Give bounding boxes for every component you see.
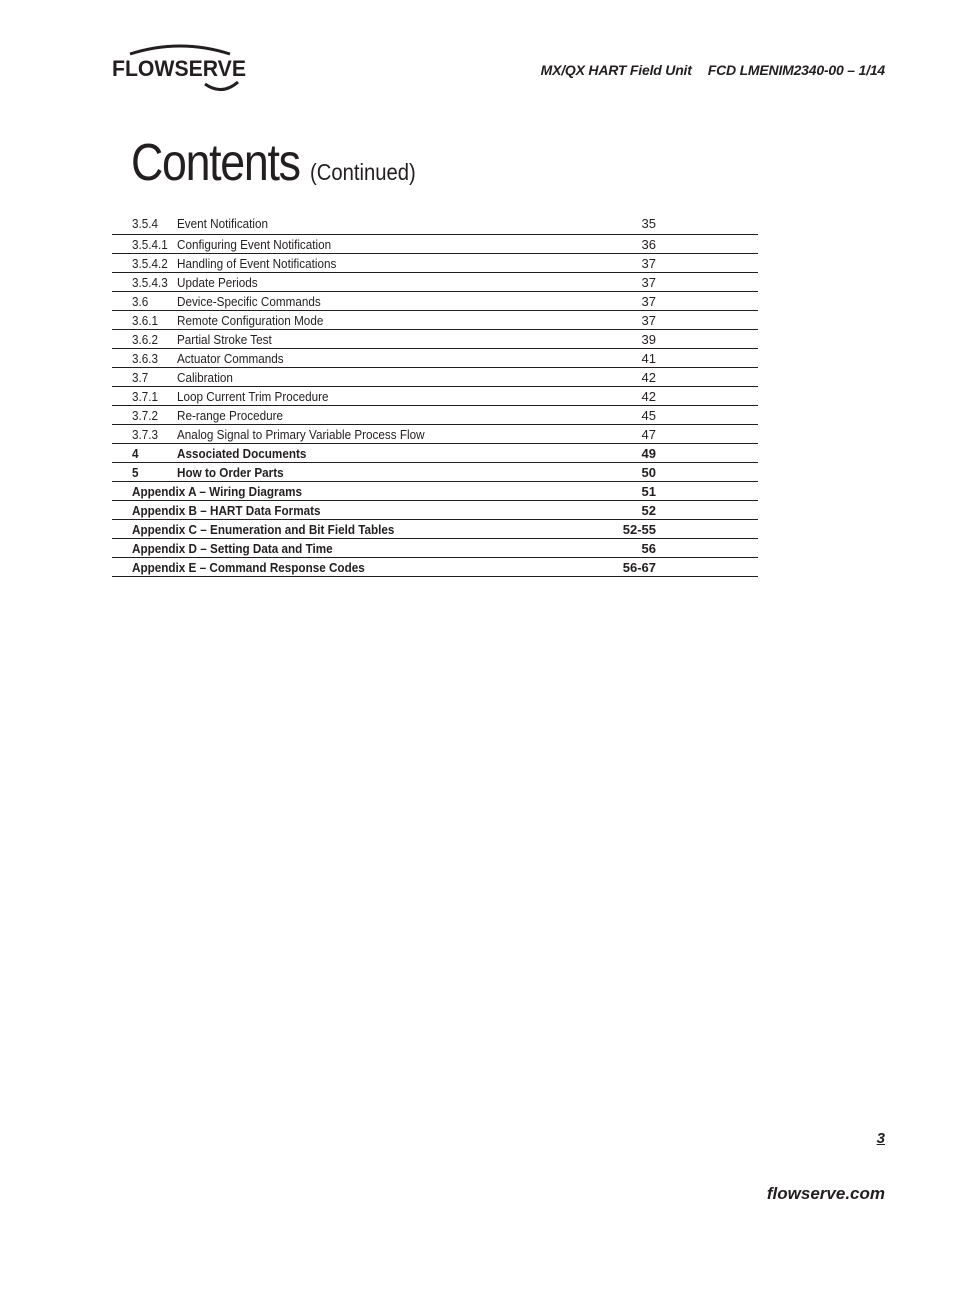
toc-number: 3.7.3 xyxy=(132,427,159,442)
toc-label: Analog Signal to Primary Variable Process Flow xyxy=(177,427,425,442)
toc-number: 3.5.4.1 xyxy=(132,237,168,252)
toc-number: 5 xyxy=(132,465,139,480)
toc-number: 3.5.4 xyxy=(132,216,159,231)
toc-page: 42 xyxy=(641,370,656,385)
page-number: 3 xyxy=(876,1130,885,1147)
toc-label: How to Order Parts xyxy=(177,465,284,480)
toc-row[interactable] xyxy=(112,387,758,406)
toc-label: Appendix D – Setting Data and Time xyxy=(132,541,333,556)
toc-label: Remote Configuration Mode xyxy=(177,313,324,328)
toc-row[interactable] xyxy=(112,368,758,387)
toc-label: Event Notification xyxy=(177,216,269,231)
toc-row[interactable] xyxy=(112,558,758,577)
toc-label: Re-range Procedure xyxy=(177,408,284,423)
toc-row[interactable] xyxy=(112,501,758,520)
toc-number: 3.7.1 xyxy=(132,389,159,404)
toc-page: 51 xyxy=(641,484,656,499)
toc-row[interactable] xyxy=(112,539,758,558)
toc-page: 42 xyxy=(641,389,656,404)
toc-label: Update Periods xyxy=(177,275,258,290)
toc-row[interactable] xyxy=(112,330,758,349)
toc-page: 37 xyxy=(641,275,656,290)
document-header xyxy=(541,62,885,78)
toc-page: 37 xyxy=(641,294,656,309)
toc-page: 41 xyxy=(641,351,656,366)
toc-number: 3.6.3 xyxy=(132,351,159,366)
toc-row[interactable] xyxy=(112,254,758,273)
title-sub: (Continued) xyxy=(309,159,416,185)
table-of-contents xyxy=(112,214,758,577)
toc-number: 3.5.4.2 xyxy=(132,256,168,271)
toc-label: Calibration xyxy=(177,370,233,385)
toc-page: 37 xyxy=(641,313,656,328)
title-main: Contents xyxy=(131,134,300,192)
toc-row[interactable] xyxy=(112,349,758,368)
toc-label: Appendix C – Enumeration and Bit Field Tables xyxy=(132,522,395,537)
toc-page: 39 xyxy=(641,332,656,347)
toc-page: 49 xyxy=(641,446,656,461)
toc-page: 37 xyxy=(641,256,656,271)
website: flowserve.com xyxy=(766,1184,885,1203)
toc-row[interactable] xyxy=(112,273,758,292)
toc-number: 3.6 xyxy=(132,294,149,309)
toc-row[interactable] xyxy=(112,311,758,330)
toc-number: 3.6.2 xyxy=(132,332,159,347)
toc-page: 50 xyxy=(641,465,656,480)
toc-row[interactable] xyxy=(112,444,758,463)
toc-page: 35 xyxy=(641,216,656,231)
toc-page: 47 xyxy=(641,427,656,442)
toc-label: Configuring Event Notification xyxy=(177,237,332,252)
toc-label: Associated Documents xyxy=(177,446,307,461)
toc-label: Device-Specific Commands xyxy=(177,294,321,309)
toc-row[interactable] xyxy=(112,406,758,425)
toc-number: 4 xyxy=(132,446,139,461)
toc-page: 45 xyxy=(641,408,656,423)
flowserve-logo xyxy=(110,42,250,96)
toc-row[interactable] xyxy=(112,214,758,235)
toc-row[interactable] xyxy=(112,482,758,501)
toc-label: Partial Stroke Test xyxy=(177,332,272,347)
toc-label: Handling of Event Notifications xyxy=(177,256,337,271)
toc-label: Appendix B – HART Data Formats xyxy=(132,503,321,518)
toc-label: Loop Current Trim Procedure xyxy=(177,389,329,404)
toc-number: 3.6.1 xyxy=(132,313,159,328)
toc-page: 52 xyxy=(641,503,656,518)
toc-row[interactable] xyxy=(112,292,758,311)
toc-number: 3.7 xyxy=(132,370,149,385)
toc-label: Appendix E – Command Response Codes xyxy=(132,560,365,575)
toc-row[interactable] xyxy=(112,463,758,482)
page-title xyxy=(131,133,452,193)
toc-page: 56 xyxy=(641,541,656,556)
toc-page: 36 xyxy=(641,237,656,252)
toc-row[interactable] xyxy=(112,520,758,539)
toc-number: 3.5.4.3 xyxy=(132,275,168,290)
toc-page: 56-67 xyxy=(622,560,656,575)
document-title: MX/QX HART Field Unit xyxy=(540,62,692,78)
toc-page: 52-55 xyxy=(622,522,656,537)
toc-label: Appendix A – Wiring Diagrams xyxy=(132,484,303,499)
toc-row[interactable] xyxy=(112,425,758,444)
brand-wordmark: FLOWSERVE xyxy=(112,56,246,81)
toc-label: Actuator Commands xyxy=(177,351,284,366)
document-code: FCD LMENIM2340-00 – 1/14 xyxy=(707,62,885,78)
toc-number: 3.7.2 xyxy=(132,408,159,423)
toc-row[interactable] xyxy=(112,235,758,254)
